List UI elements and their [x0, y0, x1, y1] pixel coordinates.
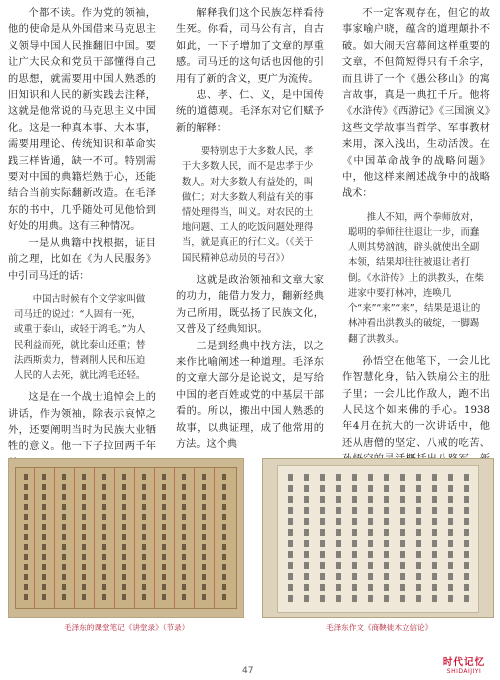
logo-title: 时代记忆 — [442, 657, 486, 668]
paragraph: 孙悟空在他笔下，一会儿比作智慧化身，钻入铁扇公主的肚子里；一会儿比作敌人，跑不出人民这个如来佛的手心。1938年4月在抗大的一次讲话中，他还从唐僧的坚定、八戒的吃苦、 — [342, 355, 490, 449]
column-right — [342, 6, 490, 485]
essay-manuscript-photo — [262, 458, 494, 618]
logo-subtitle: SHIDAIJIYI — [446, 668, 482, 675]
photo-caption-left: 毛泽东的课堂笔记《讲堂录》（节录） — [64, 623, 190, 632]
page-number: 47 — [242, 666, 254, 676]
classroom-notes-photo — [8, 458, 244, 618]
paragraph: 忠、孝、仁、义，是中国传统的道德观。毛泽东对它们赋予新的解释： — [176, 90, 324, 134]
paragraph: 这是在一个战士追悼会上的讲话，作为领袖，除表示哀悼之外，还要阐明当时为民族大业牺牲的意义。他一下子拉回两千年 — [8, 392, 156, 453]
magazine-logo — [434, 654, 494, 675]
paragraph: 二是到经典中找方法，以之来作比喻阐述一种道理。毛泽东的文章大部分是论说文，是写给中国的老百姓或党的中基层干部看的。所以，搬出中国人熟悉的故事，以典证理，成了他常用的方法。这个典 — [176, 340, 324, 450]
photo-strip — [0, 458, 500, 628]
manuscript-image — [277, 465, 479, 613]
column-left — [8, 6, 156, 472]
quotation: 中国古时候有个文学家叫做司马迁的说过：“人固有一死，或重于泰山，或轻于鸿毛。”为人民利益而死，就比泰山还重；替法西斯卖力，替剥削人民和压迫人民的人去死，就比鸿毛还轻。 — [14, 293, 146, 381]
photo-caption-right: 毛泽东作文《商鞅徙木立信论》 — [326, 623, 433, 632]
paragraph: 一是从典籍中找根据，证目前之理，比如在《为人民服务》中引司马迁的话： — [8, 237, 156, 282]
paragraph: 解释我们这个民族怎样看待生死。你看，司马公有言，自古如此，一下子增加了文章的厚重感。司马迁的这句话也因他的引用有了新的含义，更广为流传。 — [176, 8, 324, 85]
paragraph: 个都不读。作为党的领袖，他的使命是从外国借来马克思主义领导中国人民推翻旧中国。要让广大民众和党员干部懂得自己的思想，就需要用中国人熟悉的旧知识和人民的新实践去注释，这就是他常说的马克思主义中国化。这是一种真本事、大本事，需要用理论、传统知识和革命实践三样皆通，缺一不可。特别需要对中国的典籍烂熟于心，还能结合当前实际翻新改造。在毛泽东的书中，几乎随处可见他恰到好处的用典。这有三种情况。 — [8, 8, 156, 233]
column-middle — [176, 6, 324, 453]
quotation: 推人不知，两个拳师放对，聪明的拳师往往退让一步，而蠢人则其势汹汹，辟头就使出全副本领，结果却往往被退让者打倒。《水浒传》上的洪教头，在柴进家中要打林冲，连唤几个“来”“来”“来”，结果是退让的林冲看出洪教头的破绽，一脚踢翻了洪教头。 — [348, 211, 484, 345]
paragraph: 这就是政治领袖和文章大家的功力，能借力发力，翻新经典为己所用，既弘扬了民族文化，又普及了经典知识。 — [176, 274, 324, 336]
manuscript-image — [15, 467, 237, 609]
quotation: 要特别忠于大多数人民，孝于大多数人民，而不是忠孝于少数人。对大多数人有益处的，叫做仁；对大多数人利益有关的事情处理得当，叫义。对农民的土地问题、工人的吃饭问题处理得当，就是真正的行仁义。（《关于国民精神总动员的号召》） — [182, 146, 314, 264]
paragraph: 不一定客观存在，但它的故事家喻户晓，蕴含的道理颠扑不破。如大闹天宫幕间这样重要的文章，不但简短得只有千余字，而且讲了一个《愚公移山》的寓言故事，真是一典扛千斤。他将《水浒传》《西游记》《三国演义》这些文学故事当哲学、军事教材来用，深入浅出，生动活泼。在《中国革命战争的战略问题》中，他这样来阐述战争中的战略战术： — [342, 8, 490, 200]
